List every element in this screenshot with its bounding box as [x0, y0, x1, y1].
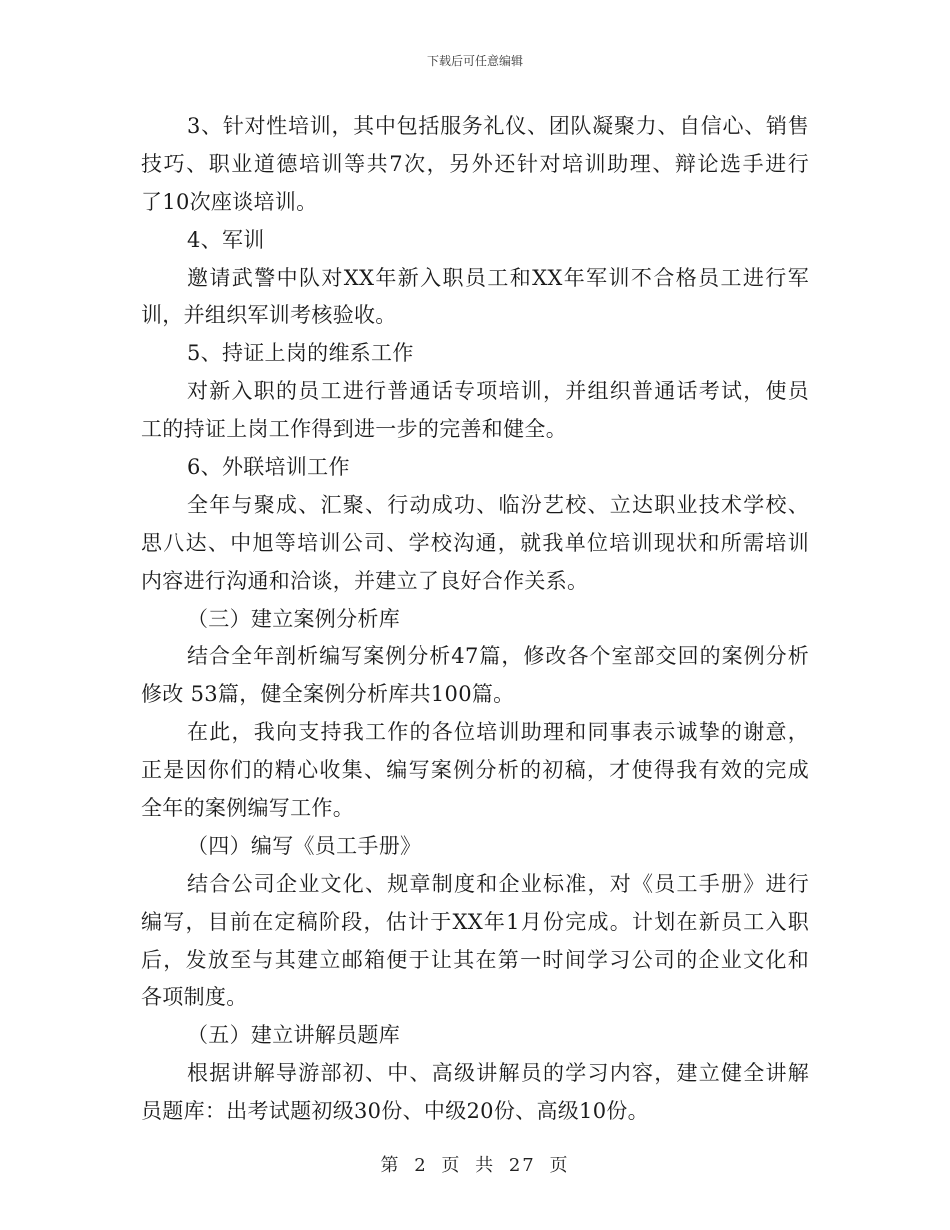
document-body	[141, 108, 809, 1131]
body-line: 编写，目前在定稿阶段，估计于XX年1月份完成。计划在新员工入职	[141, 909, 809, 934]
body-line: 结合全年剖析编写案例分析47篇，修改各个室部交回的案例分析	[187, 644, 809, 669]
body-line: （三）建立案例分析库	[187, 606, 400, 631]
body-line: 了10次座谈培训。	[141, 189, 318, 214]
body-line: 4、军训	[187, 227, 265, 252]
body-line: 根据讲解导游部初、中、高级讲解员的学习内容，建立健全讲解	[187, 1061, 809, 1086]
body-line: 3、针对性培训，其中包括服务礼仪、团队凝聚力、自信心、销售	[187, 114, 809, 138]
body-line: （五）建立讲解员题库	[187, 1023, 400, 1048]
body-line: 思八达、中旭等培训公司、学校沟通，就我单位培训现状和所需培训	[141, 530, 809, 555]
header-note: 下载后可任意编辑	[426, 54, 523, 68]
body-line: 结合公司企业文化、规章制度和企业标准，对《员工手册》进行	[187, 871, 809, 896]
body-line: （四）编写《员工手册》	[187, 833, 422, 858]
body-line: 5、持证上岗的维系工作	[187, 341, 414, 366]
body-line: 训，并组织军训考核验收。	[141, 303, 397, 328]
body-line: 在此，我向支持我工作的各位培训助理和同事表示诚挚的谢意，	[187, 720, 809, 745]
page-number-footer: 第 2 页 共 27 页	[380, 1155, 570, 1176]
body-line: 对新入职的员工进行普通话专项培训，并组织普通话考试，使员	[187, 379, 809, 404]
body-line: 6、外联培训工作	[187, 455, 350, 480]
body-line: 员题库：出考试题初级30份、中级20份、高级10份。	[141, 1099, 649, 1124]
body-line: 全年与聚成、汇聚、行动成功、临汾艺校、立达职业技术学校、	[187, 492, 809, 517]
body-line: 全年的案例编写工作。	[141, 796, 354, 821]
body-line: 修改 53篇，健全案例分析库共100篇。	[141, 682, 515, 707]
body-line: 技巧、职业道德培训等共7次，另外还针对培训助理、辩论选手进行	[141, 151, 809, 176]
body-line: 工的持证上岗工作得到进一步的完善和健全。	[141, 417, 567, 442]
body-line: 正是因你们的精心收集、编写案例分析的初稿，才使得我有效的完成	[141, 758, 809, 783]
body-line: 后，发放至与其建立邮箱便于让其在第一时间学习公司的企业文化和	[141, 947, 809, 972]
body-line: 内容进行沟通和洽谈，并建立了良好合作关系。	[141, 568, 589, 593]
body-line: 各项制度。	[141, 985, 248, 1010]
body-line: 邀请武警中队对XX年新入职员工和XX年军训不合格员工进行军	[187, 265, 809, 290]
